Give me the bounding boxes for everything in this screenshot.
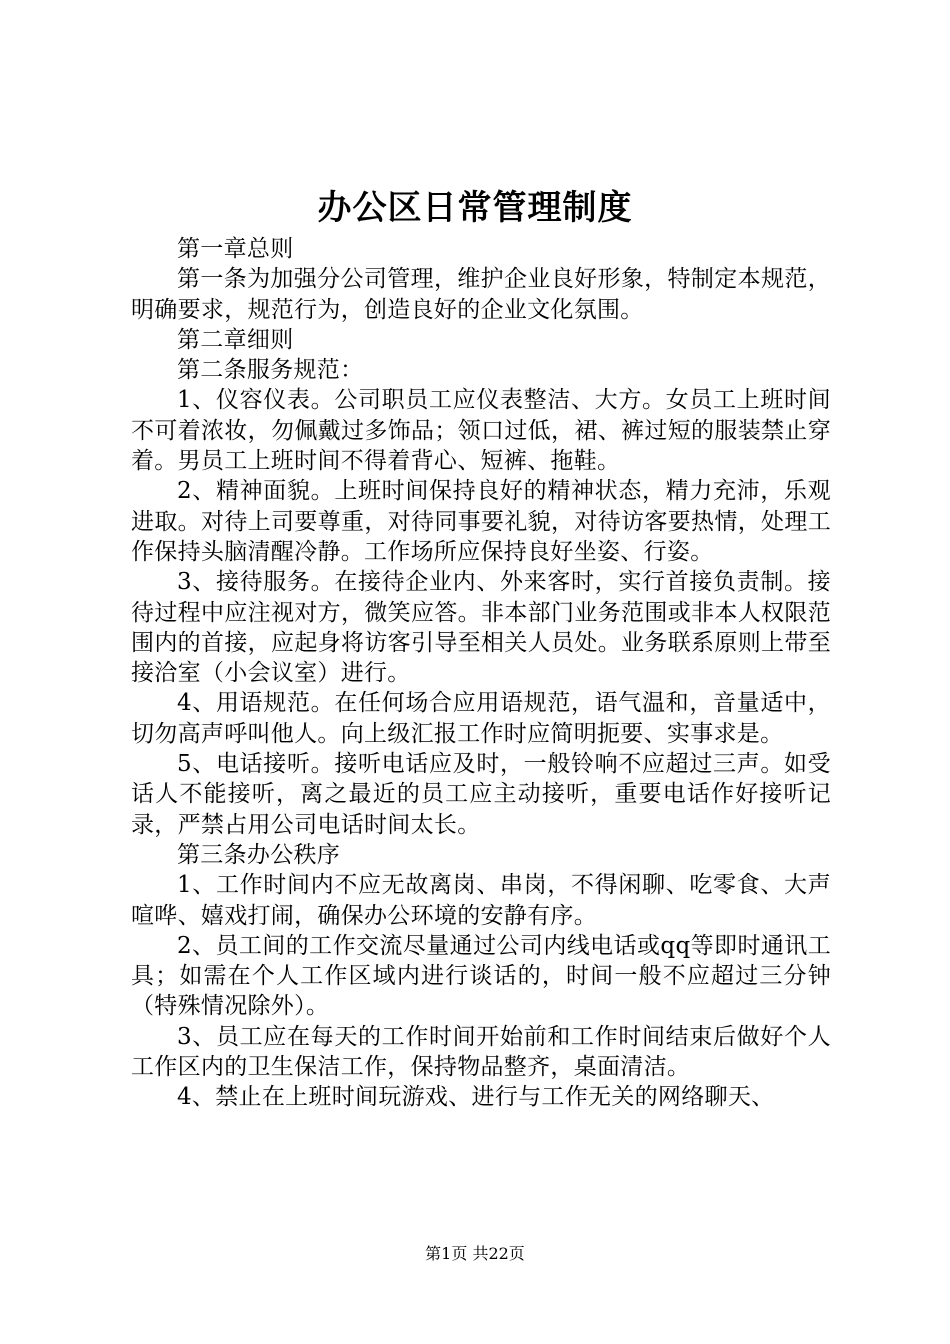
body-paragraph: 4、用语规范。在任何场合应用语规范，语气温和，音量适中，切勿高声呼叫他人。向上级汇报工作时应简明扼要、实事求是。 <box>131 690 831 747</box>
document-body <box>131 234 831 1113</box>
body-paragraph: 4、禁止在上班时间玩游戏、进行与工作无关的网络聊天、 <box>177 1084 775 1111</box>
body-paragraph: 3、接待服务。在接待企业内、外来客时，实行首接负责制。接待过程中应注视对方，微笑应答。非本部门业务范围或非本人权限范围内的首接，应起身将访客引导至相关人员处。业务联系原则上带至接洽室（小会议室）进行。 <box>131 569 831 687</box>
body-paragraph: 1、仪容仪表。公司职员工应仪表整洁、大方。女员工上班时间不可着浓妆，勿佩戴过多饰品；领口过低，裙、裤过短的服装禁止穿着。男员工上班时间不得着背心、短裤、拖鞋。 <box>131 387 831 475</box>
article-heading: 第三条办公秩序 <box>177 841 341 868</box>
body-paragraph: 第一条为加强分公司管理，维护企业良好形象，特制定本规范，明确要求，规范行为，创造良好的企业文化氛围。 <box>131 266 831 323</box>
chapter-heading: 第二章细则 <box>177 326 294 353</box>
chapter-heading: 第一章总则 <box>177 236 294 262</box>
article-heading: 第二条服务规范： <box>177 357 364 384</box>
body-paragraph: 2、精神面貌。上班时间保持良好的精神状态，精力充沛，乐观进取。对待上司要尊重，对待同事要礼貌，对待访客要热情，处理工作保持头脑清醒冷静。工作场所应保持良好坐姿、行姿。 <box>131 478 831 565</box>
body-paragraph: 3、员工应在每天的工作时间开始前和工作时间结束后做好个人工作区内的卫生保洁工作，保持物品整齐，桌面清洁。 <box>131 1023 831 1081</box>
body-paragraph: 1、工作时间内不应无故离岗、串岗，不得闲聊、吃零食、大声喧哗、嬉戏打闹，确保办公环境的安静有序。 <box>131 872 831 929</box>
document-title: 办公区日常管理制度 <box>317 188 633 228</box>
body-paragraph: 2、员工间的工作交流尽量通过公司内线电话或qq等即时通讯工具；如需在个人工作区域内进行谈话的，时间一般不应超过三分钟（特殊情况除外）。 <box>131 932 831 1020</box>
page-number-footer: 第1页 共22页 <box>425 1244 525 1263</box>
body-paragraph: 5、电话接听。接听电话应及时，一般铃响不应超过三声。如受话人不能接听，离之最近的员工应主动接听，重要电话作好接听记录，严禁占用公司电话时间太长。 <box>131 751 831 838</box>
